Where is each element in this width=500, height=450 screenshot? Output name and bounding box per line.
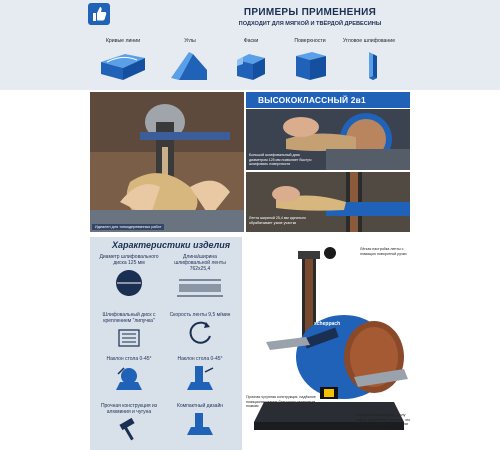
woodwork-photo [90, 92, 244, 232]
hammer-icon [114, 417, 144, 443]
main-photo-caption: Идеален для тонкодеревянных работ [92, 224, 164, 230]
banner-subtitle: ПОДХОДИТ ДЛЯ МЯГКОЙ И ТВЁРДОЙ ДРЕВЕСИНЫ [238, 21, 382, 27]
disc-sanding-photo [246, 109, 410, 170]
spec-label: Наклон стола 0-45° [177, 356, 223, 362]
spec-belt-size [165, 254, 235, 302]
spec-label: Диаметр шлифовального диска 125 мм [99, 254, 159, 266]
angle-shape-icon [167, 48, 213, 84]
spec-disc-diameter [94, 254, 164, 298]
shape-label: Кривые линии [105, 38, 141, 44]
spec-label: Компактный дизайн [176, 403, 224, 409]
spec-label: Длина/ширина шлифовальной ленты 762x25,4 [174, 254, 226, 272]
shape-label: Углы [184, 38, 196, 44]
note-belt-knob: Лёгкая настройка ленты с помощью поворотной ручки [360, 247, 407, 256]
disc-diameter-icon [114, 268, 144, 298]
spec-table-tilt-2 [165, 356, 235, 394]
hq-title: ВЫСОКОКЛАССНЫЙ 2в1 [246, 92, 410, 108]
shape-label: Угловое шлифование [342, 38, 396, 44]
banner-title: ПРИМЕРЫ ПРИМЕНЕНИЯ [243, 7, 377, 18]
spec-belt-speed [165, 312, 235, 346]
shape-label: Поверхности [294, 38, 326, 44]
shape-curve [91, 38, 155, 84]
applications-banner [0, 0, 500, 90]
belt-speed-icon [186, 320, 214, 346]
shape-chamfer [219, 38, 283, 84]
shape-angle-grinding [337, 38, 401, 84]
shape-surface [278, 38, 342, 84]
curve-shape-icon [97, 48, 149, 84]
spec-label: Скорость ленты 9,5 м/мин [169, 312, 231, 318]
spec-table-tilt [94, 356, 164, 394]
woodwork-photo-illustration [90, 92, 244, 232]
chamfer-shape-icon [231, 48, 271, 84]
surface-shape-icon [288, 48, 332, 84]
compact-design-icon [183, 411, 217, 439]
belt-size-icon [175, 274, 225, 302]
shape-angle [158, 38, 222, 84]
table-tilt-icon-2 [183, 364, 217, 394]
thumbs-up-icon [88, 3, 110, 25]
belt-photo-caption: Лента шириной 25,4 мм идеально обрабатывает узкие участки [249, 216, 306, 225]
specs-title: Характеристики изделия [112, 240, 231, 250]
note-dust-port: К пылеотсасывающему столу можно подключить пылесос, что позволяет работать в условиях минимальной пыли [356, 413, 411, 431]
spec-label: Прочная конструкция из алюминия и чугуна [100, 403, 158, 415]
velcro-disc-icon [116, 326, 142, 350]
spec-velcro-disc [94, 312, 164, 350]
spec-compact-design [165, 403, 235, 439]
spec-label: Шлифовальный диск с креплением "липучка" [102, 312, 156, 324]
belt-disc-sander-illustration [244, 237, 412, 450]
disc-photo-caption: Большой шлифовальный диск диаметром 125 мм позволяет быстро шлифовать поверхности [249, 153, 312, 167]
brand-label: scheppach [314, 321, 341, 327]
table-tilt-icon [112, 364, 146, 394]
spec-label: Наклон стола 0-45° [106, 356, 152, 362]
belt-sanding-photo [246, 172, 410, 232]
angle-grinding-shape-icon [349, 48, 389, 84]
spec-hammer [94, 403, 164, 443]
shape-label: Фаски [243, 38, 259, 44]
note-base: Прочная чугунная конструкция, надёжное позиционирование благодаря резиновым ножкам [246, 395, 316, 409]
